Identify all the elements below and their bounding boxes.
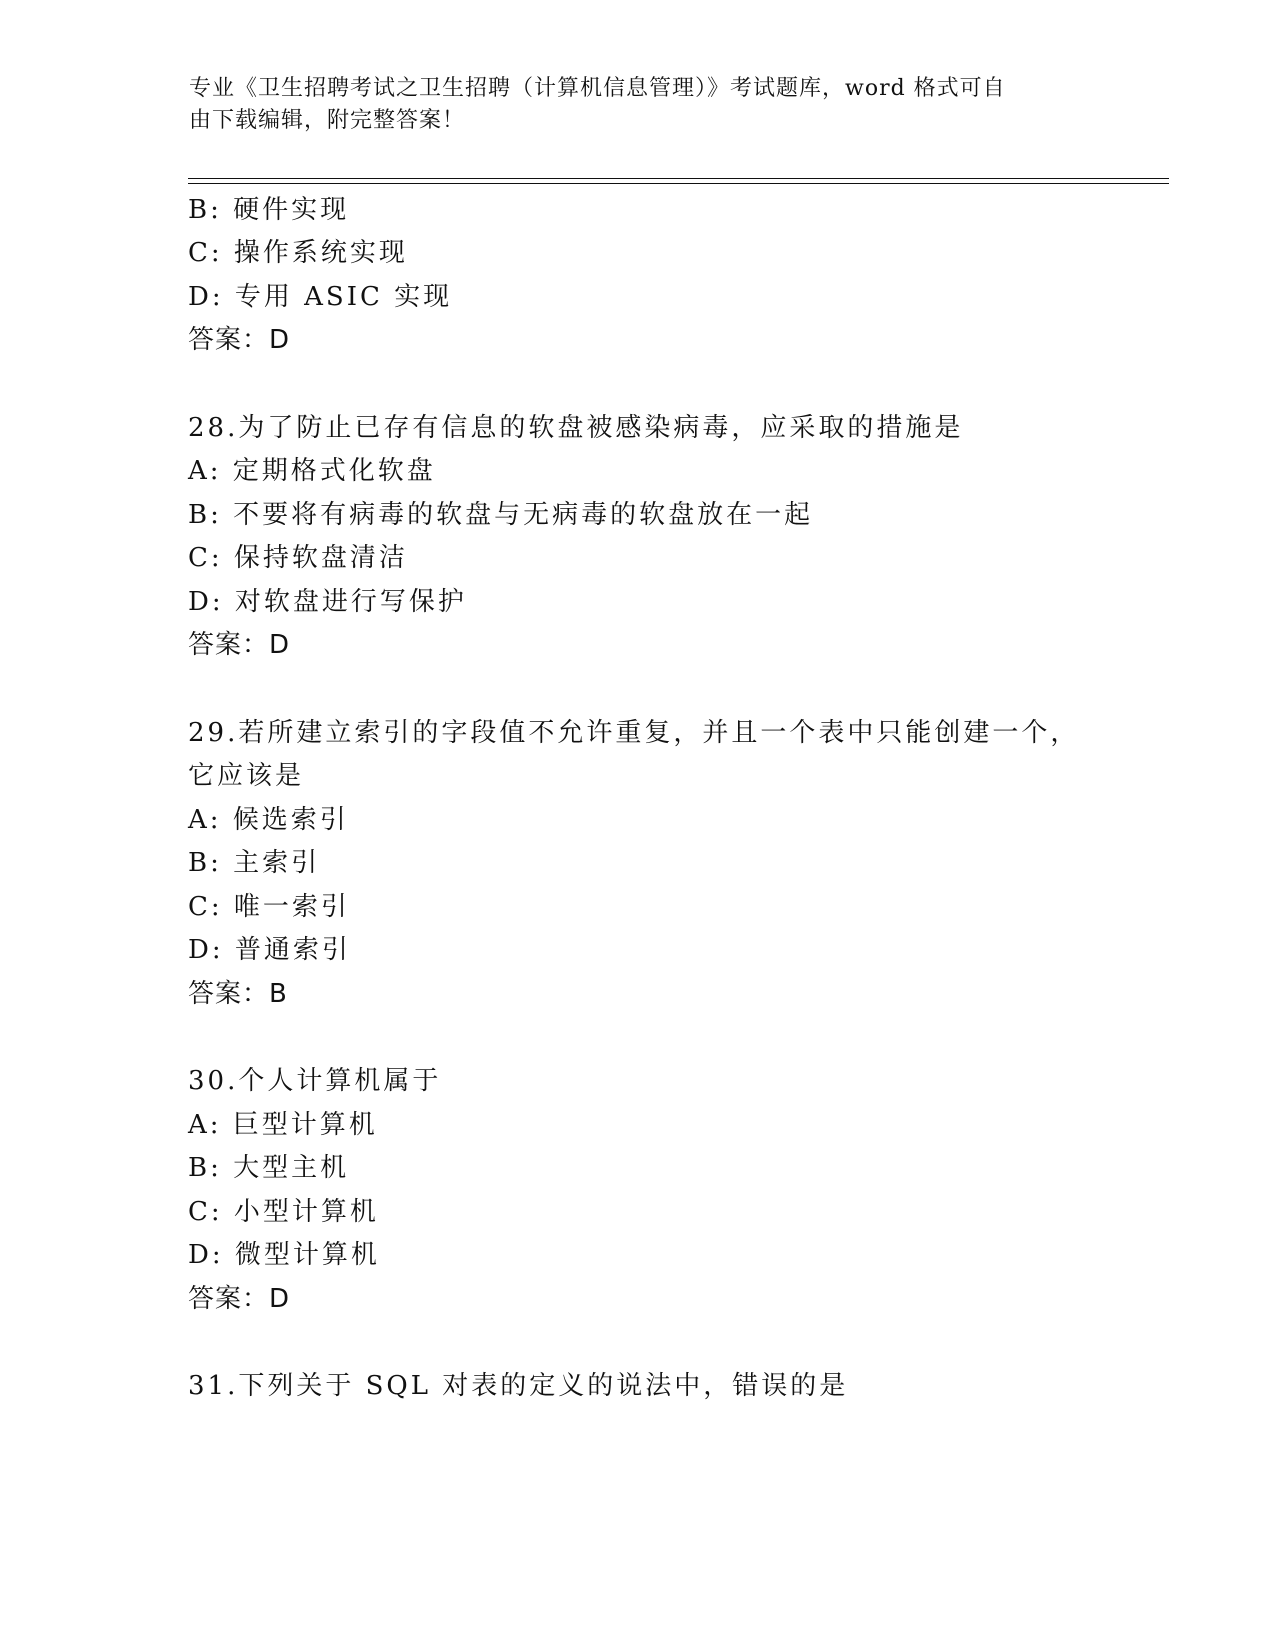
q30-stem: 30.个人计算机属于 xyxy=(188,1066,442,1096)
q30-option-d: D: 微型计算机 xyxy=(188,1240,380,1270)
q30-option-c: C: 小型计算机 xyxy=(188,1197,379,1227)
q30-option-a: A: 巨型计算机 xyxy=(188,1110,378,1140)
q29-stem-line-2: 它应该是 xyxy=(188,761,305,791)
q28-stem: 28.为了防止已存有信息的软盘被感染病毒，应采取的措施是 xyxy=(188,413,964,443)
q29-option-a: A: 候选索引 xyxy=(188,805,349,835)
q29-stem-line-1: 29.若所建立索引的字段值不允许重复，并且一个表中只能创建一个， xyxy=(188,718,1080,748)
q28-answer: 答案：D xyxy=(188,630,291,660)
q28-option-b: B: 不要将有病毒的软盘与无病毒的软盘放在一起 xyxy=(188,500,814,530)
q28-option-d: D: 对软盘进行写保护 xyxy=(188,587,467,617)
q28-option-a: A: 定期格式化软盘 xyxy=(188,456,436,486)
document-header xyxy=(189,73,1069,137)
header-divider-top xyxy=(188,178,1169,179)
q27-option-d: D: 专用 ASIC 实现 xyxy=(188,282,453,312)
q29-answer: 答案：B xyxy=(188,979,288,1009)
q29-option-d: D: 普通索引 xyxy=(188,935,351,965)
q27-option-c: C: 操作系统实现 xyxy=(188,238,408,268)
q29-option-b: B: 主索引 xyxy=(188,848,321,878)
q28-option-c: C: 保持软盘清洁 xyxy=(188,543,408,573)
q30-option-b: B: 大型主机 xyxy=(188,1153,350,1183)
header-line-1: 专业《卫生招聘考试之卫生招聘（计算机信息管理）》考试题库，word 格式可自 xyxy=(189,76,1006,101)
q27-option-b: B: 硬件实现 xyxy=(188,195,350,225)
q27-answer: 答案：D xyxy=(188,325,291,355)
q30-answer: 答案：D xyxy=(188,1284,291,1314)
q29-option-c: C: 唯一索引 xyxy=(188,892,350,922)
header-line-2: 由下载编辑，附完整答案！ xyxy=(189,108,466,133)
header-divider-bottom xyxy=(188,183,1169,184)
q31-stem: 31.下列关于 SQL 对表的定义的说法中，错误的是 xyxy=(188,1371,849,1401)
